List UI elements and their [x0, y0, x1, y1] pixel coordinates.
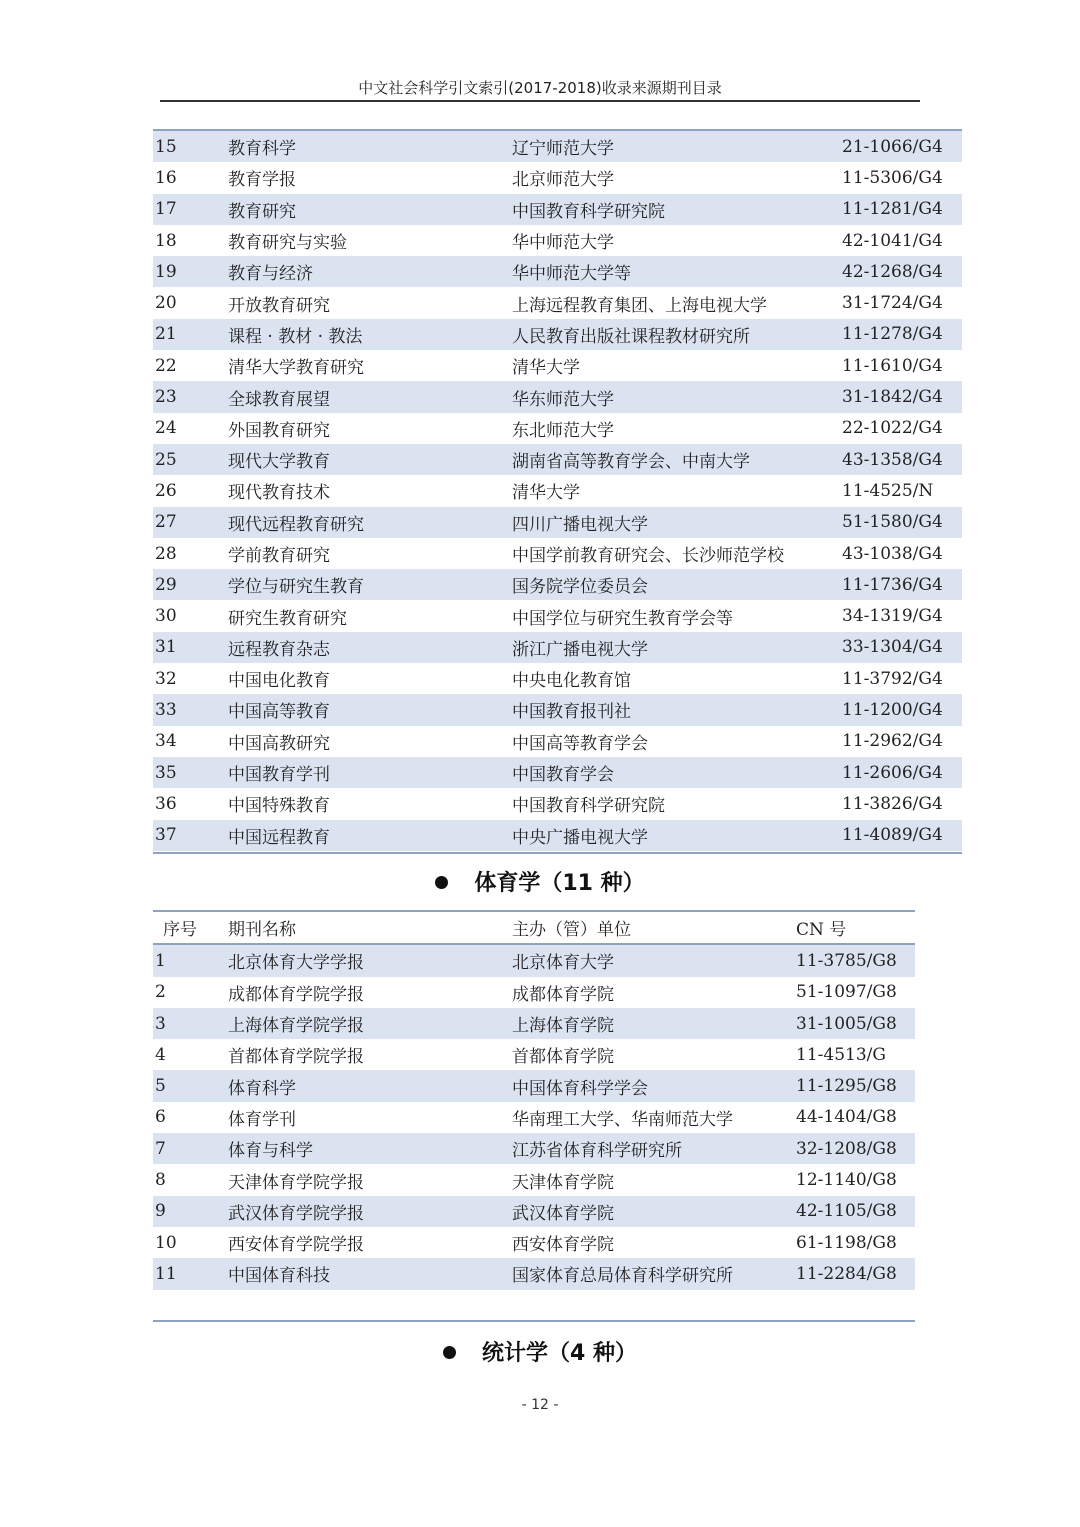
table-row — [153, 287, 962, 318]
cell-serial: 3 — [153, 1008, 225, 1039]
cell-sponsor: 中国教育报刊社 — [509, 694, 839, 725]
cell-sponsor: 上海远程教育集团、上海电视大学 — [512, 295, 767, 316]
cell-sponsor: 东北师范大学 — [512, 420, 614, 441]
cell-serial: 18 — [155, 230, 177, 251]
cell-serial: 15 — [153, 131, 225, 162]
cell-serial: 21 — [153, 319, 225, 350]
table-row — [153, 1008, 915, 1039]
cell-sponsor: 中国教育学会 — [509, 757, 839, 788]
table-row — [153, 475, 962, 506]
table-row — [153, 1102, 915, 1133]
cell-cn-number: 11-1200/G4 — [839, 694, 962, 725]
cell-journal-name: 课程 · 教材 · 教法 — [225, 319, 509, 350]
cell-journal-name: 全球教育展望 — [225, 381, 509, 412]
table-row — [153, 131, 962, 162]
cell-journal-name: 研究生教育研究 — [228, 608, 347, 629]
cell-serial: 17 — [153, 194, 225, 225]
cell-cn-number: 11-4089/G4 — [839, 820, 962, 851]
page-number: - 12 - — [521, 1397, 559, 1413]
cell-serial: 26 — [155, 480, 177, 501]
table-row — [153, 726, 962, 757]
table-header-row — [153, 912, 915, 944]
cell-cn-number: 11-5306/G4 — [842, 167, 943, 188]
cell-sponsor: 江苏省体育科学研究所 — [509, 1133, 793, 1164]
cell-cn-number: 42-1041/G4 — [842, 230, 943, 251]
cell-journal-name: 中国高教研究 — [228, 733, 330, 754]
table-row — [153, 757, 962, 788]
cell-serial: 36 — [155, 793, 177, 814]
header-cn-number: CN 号 — [796, 920, 847, 941]
table-row — [153, 162, 962, 193]
table-row — [153, 1258, 915, 1289]
cell-sponsor: 首都体育学院 — [512, 1047, 614, 1068]
cell-journal-name: 成都体育学院学报 — [228, 984, 364, 1005]
cell-journal-name: 中国教育学刊 — [225, 757, 509, 788]
table-row — [153, 944, 915, 976]
cell-serial: 29 — [153, 569, 225, 600]
cell-serial: 4 — [155, 1044, 166, 1065]
cell-serial: 5 — [153, 1070, 225, 1101]
cell-serial: 23 — [153, 381, 225, 412]
header-journal-name: 期刊名称 — [228, 920, 296, 941]
cell-journal-name: 远程教育杂志 — [225, 632, 509, 663]
cell-serial: 1 — [153, 944, 225, 976]
cell-serial: 8 — [155, 1170, 166, 1191]
table-row — [153, 1227, 915, 1258]
cell-journal-name: 北京体育大学学报 — [225, 944, 509, 976]
cell-sponsor: 清华大学 — [512, 358, 580, 379]
cell-serial: 24 — [155, 418, 177, 439]
cell-sponsor: 清华大学 — [512, 483, 580, 504]
cell-journal-name: 天津体育学院学报 — [228, 1172, 364, 1193]
table-row — [153, 1070, 915, 1101]
cell-sponsor: 人民教育出版社课程教材研究所 — [509, 319, 839, 350]
cell-serial: 31 — [153, 632, 225, 663]
cell-journal-name: 学位与研究生教育 — [225, 569, 509, 600]
cell-journal-name: 教育学报 — [228, 170, 296, 191]
cell-sponsor: 国家体育总局体育科学研究所 — [509, 1258, 793, 1289]
cell-journal-name: 首都体育学院学报 — [228, 1047, 364, 1068]
table-row — [153, 694, 962, 725]
table-row — [153, 1039, 915, 1070]
cell-journal-name: 中国体育科技 — [225, 1258, 509, 1289]
cell-cn-number: 11-1281/G4 — [839, 194, 962, 225]
bullet-icon — [435, 876, 448, 889]
cell-journal-name: 教育与经济 — [225, 256, 509, 287]
cell-journal-name: 体育学刊 — [228, 1109, 296, 1130]
cell-cn-number: 11-4525/N — [842, 480, 934, 501]
cell-journal-name: 现代大学教育 — [225, 444, 509, 475]
cell-serial: 27 — [153, 507, 225, 538]
cell-cn-number: 22-1022/G4 — [842, 418, 943, 439]
cell-serial: 19 — [153, 256, 225, 287]
table-row — [153, 194, 962, 225]
cell-sponsor: 中国学前教育研究会、长沙师范学校 — [512, 546, 784, 566]
cell-cn-number: 11-1278/G4 — [839, 319, 962, 350]
cell-sponsor: 成都体育学院 — [512, 984, 614, 1005]
cell-serial: 25 — [153, 444, 225, 475]
cell-serial: 9 — [153, 1196, 225, 1227]
cell-cn-number: 11-3792/G4 — [842, 668, 943, 689]
cell-journal-name: 教育科学 — [225, 131, 509, 162]
cell-cn-number: 61-1198/G8 — [796, 1232, 897, 1253]
cell-serial: 32 — [155, 668, 177, 689]
table-row — [153, 507, 962, 538]
table-row — [153, 538, 962, 569]
cell-sponsor: 中国学位与研究生教育学会等 — [512, 608, 733, 629]
cell-cn-number: 21-1066/G4 — [839, 131, 962, 162]
table-row — [153, 632, 962, 663]
cell-serial: 22 — [155, 355, 177, 376]
cell-cn-number: 11-2606/G4 — [839, 757, 962, 788]
cell-serial: 20 — [155, 293, 177, 314]
cell-sponsor: 华中师范大学等 — [509, 256, 839, 287]
cell-cn-number: 31-1005/G8 — [793, 1008, 915, 1039]
cell-sponsor: 湖南省高等教育学会、中南大学 — [509, 444, 839, 475]
cell-serial: 7 — [153, 1133, 225, 1164]
cell-cn-number: 51-1097/G8 — [796, 982, 897, 1003]
cell-cn-number: 11-2284/G8 — [793, 1258, 915, 1289]
cell-serial: 34 — [155, 731, 177, 752]
table-row — [153, 319, 962, 350]
cell-sponsor: 华南理工大学、华南师范大学 — [512, 1109, 733, 1130]
cell-journal-name: 现代远程教育研究 — [225, 507, 509, 538]
cell-sponsor: 中央广播电视大学 — [509, 820, 839, 851]
cell-cn-number: 42-1105/G8 — [793, 1196, 915, 1227]
cell-cn-number: 43-1358/G4 — [839, 444, 962, 475]
cell-journal-name: 中国电化教育 — [228, 671, 330, 692]
cell-cn-number: 11-1295/G8 — [793, 1070, 915, 1101]
cell-sponsor: 国务院学位委员会 — [509, 569, 839, 600]
cell-cn-number: 11-3785/G8 — [793, 944, 915, 976]
cell-sponsor: 中国体育科学学会 — [509, 1070, 793, 1101]
table-row — [153, 569, 962, 600]
cell-sponsor: 中国教育科学研究院 — [512, 796, 665, 817]
cell-cn-number: 42-1268/G4 — [839, 256, 962, 287]
cell-sponsor: 中央电化教育馆 — [512, 671, 631, 692]
education-journal-table — [153, 131, 962, 851]
cell-sponsor: 北京师范大学 — [512, 170, 614, 191]
cell-sponsor: 武汉体育学院 — [509, 1196, 793, 1227]
cell-journal-name: 上海体育学院学报 — [225, 1008, 509, 1039]
table-row — [153, 663, 962, 694]
table-row — [153, 1164, 915, 1195]
cell-journal-name: 体育科学 — [225, 1070, 509, 1101]
table-row — [153, 600, 962, 631]
cell-cn-number: 33-1304/G4 — [839, 632, 962, 663]
cell-sponsor: 上海体育学院 — [509, 1008, 793, 1039]
cell-journal-name: 开放教育研究 — [228, 295, 330, 316]
cell-sponsor: 北京体育大学 — [509, 944, 793, 976]
cell-serial: 6 — [155, 1107, 166, 1128]
cell-journal-name: 中国高等教育 — [225, 694, 509, 725]
sports-section-title: 体育学（11 种） — [0, 866, 1080, 897]
table-row — [153, 820, 962, 851]
cell-journal-name: 清华大学教育研究 — [228, 358, 364, 379]
cell-journal-name: 西安体育学院学报 — [228, 1235, 364, 1256]
cell-serial: 2 — [155, 982, 166, 1003]
cell-cn-number: 44-1404/G8 — [796, 1107, 897, 1128]
cell-serial: 10 — [155, 1232, 177, 1253]
cell-serial: 35 — [153, 757, 225, 788]
cell-journal-name: 教育研究与实验 — [228, 233, 347, 254]
cell-journal-name: 中国远程教育 — [225, 820, 509, 851]
table-row — [153, 413, 962, 444]
cell-sponsor: 中国教育科学研究院 — [509, 194, 839, 225]
cell-serial: 16 — [155, 167, 177, 188]
table-row — [153, 256, 962, 287]
cell-journal-name: 中国特殊教育 — [228, 796, 330, 817]
cell-sponsor: 西安体育学院 — [512, 1235, 614, 1256]
cell-cn-number: 11-1610/G4 — [842, 355, 943, 376]
cell-journal-name: 学前教育研究 — [228, 546, 330, 566]
cell-cn-number: 43-1038/G4 — [842, 543, 943, 564]
cell-cn-number: 51-1580/G4 — [839, 507, 962, 538]
cell-serial: 30 — [155, 606, 177, 627]
page-header: 中文社会科学引文索引(2017-2018)收录来源期刊目录 — [160, 76, 920, 102]
table-row — [153, 788, 962, 819]
table-row — [153, 977, 915, 1008]
cell-cn-number: 32-1208/G8 — [793, 1133, 915, 1164]
cell-cn-number: 31-1842/G4 — [839, 381, 962, 412]
cell-sponsor: 华东师范大学 — [509, 381, 839, 412]
cell-cn-number: 11-3826/G4 — [842, 793, 943, 814]
table-row — [153, 1133, 915, 1164]
cell-cn-number: 11-4513/G — [796, 1044, 886, 1065]
education-table-bottom-rule — [153, 852, 962, 854]
header-sponsor: 主办（管）单位 — [512, 920, 631, 941]
table-row — [153, 225, 962, 256]
cell-journal-name: 武汉体育学院学报 — [225, 1196, 509, 1227]
cell-serial: 37 — [153, 820, 225, 851]
cell-journal-name: 外国教育研究 — [228, 420, 330, 441]
cell-cn-number: 12-1140/G8 — [796, 1170, 897, 1191]
cell-sponsor: 四川广播电视大学 — [509, 507, 839, 538]
cell-sponsor: 中国高等教育学会 — [512, 733, 648, 754]
header-serial: 序号 — [163, 920, 197, 941]
statistics-section-title: 统计学（4 种） — [0, 1336, 1080, 1367]
sports-journal-table — [153, 912, 915, 1290]
table-row — [153, 350, 962, 381]
cell-cn-number: 11-1736/G4 — [839, 569, 962, 600]
table-row — [153, 444, 962, 475]
cell-serial: 11 — [153, 1258, 225, 1289]
cell-sponsor: 浙江广播电视大学 — [509, 632, 839, 663]
cell-journal-name: 体育与科学 — [225, 1133, 509, 1164]
table-row — [153, 381, 962, 412]
cell-sponsor: 辽宁师范大学 — [509, 131, 839, 162]
cell-sponsor: 天津体育学院 — [512, 1172, 614, 1193]
cell-cn-number: 31-1724/G4 — [842, 293, 943, 314]
cell-journal-name: 现代教育技术 — [228, 483, 330, 504]
cell-sponsor: 华中师范大学 — [512, 233, 614, 254]
bullet-icon — [443, 1346, 456, 1359]
cell-serial: 33 — [153, 694, 225, 725]
cell-cn-number: 34-1319/G4 — [842, 606, 943, 627]
cell-serial: 28 — [155, 543, 177, 564]
sports-table-bottom-rule — [153, 1320, 915, 1322]
cell-journal-name: 教育研究 — [225, 194, 509, 225]
table-row — [153, 1196, 915, 1227]
cell-cn-number: 11-2962/G4 — [842, 731, 943, 752]
